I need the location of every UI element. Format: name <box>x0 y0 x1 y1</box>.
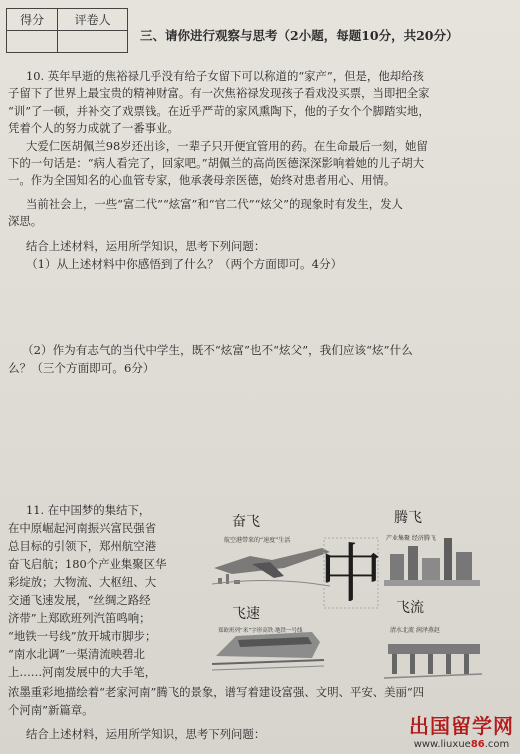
quad-tl-title: 奋飞 <box>232 514 260 530</box>
q11-wide-line-2: 个河南”新篇章。 <box>8 703 94 717</box>
train-illustration <box>212 632 324 670</box>
q10-line-5: 大爱仁医胡佩兰98岁还出诊，一辈子只开便宜管用的药。在生命最后一刻，她留 <box>26 139 428 153</box>
quad-tr-caption: 产业集聚 经济腾飞 <box>386 535 436 542</box>
grader-header: 评卷人 <box>58 9 128 31</box>
q11-line-9: “南水北调”一渠清流映碧北 <box>8 647 145 661</box>
q11-line-3: 总目标的引领下，郑州航空港 <box>8 539 157 553</box>
q11-line-2: 在中原崛起河南振兴富民强省 <box>8 521 157 535</box>
q10-line-3: “训”了一顿，并补交了戏票钱。在近乎严苛的家风熏陶下，他的子女个个脚踏实地， <box>8 104 430 118</box>
quad-bl-title: 飞速 <box>232 606 260 622</box>
q11-line-7: 济带”上郑欧班列汽笛鸣响； <box>8 611 151 625</box>
q10-line-6: 下的一句话是：“病人看完了，回家吧。”胡佩兰的高尚医德深深影响着她的儿子胡大 <box>8 156 425 170</box>
quad-tr-title: 腾飞 <box>394 510 422 526</box>
quad-br-title: 飞流 <box>396 600 424 616</box>
q11-prompt: 结合上述材料，运用所学知识，思考下列问题： <box>26 727 266 741</box>
quad-br-caption: 清水北流 润泽燕赵 <box>390 627 440 634</box>
calligraphy-zhong: 中 <box>319 538 383 612</box>
q10-line-1: 10. 英年早逝的焦裕禄几乎没有给子女留下可以称道的“家产”，但是，他却给孩 <box>26 69 424 83</box>
q10-line-9: 深思。 <box>8 214 43 228</box>
score-header: 得分 <box>7 9 58 31</box>
site-url: www.liuxue86.com <box>413 739 510 750</box>
q11-line-4: 奋飞启航；180个产业集聚区华 <box>8 557 167 571</box>
score-table <box>6 8 128 53</box>
industry-illustration <box>384 538 480 586</box>
quad-tl-caption: 航空港带来的“速度”生活 <box>224 537 291 544</box>
section-title: 三、请你进行观察与思考（2小题，每题10分，共20分） <box>140 28 459 43</box>
q11-line-5: 彩绽放；大物流、大枢纽、大 <box>8 575 157 589</box>
four-henan-illustration <box>212 508 482 686</box>
q10-line-7: 一。作为全国知名的心血管专家，他承袭母亲医德，始终对患者用心、用情。 <box>8 173 396 187</box>
quad-bl-caption: 郑欧班列“米”字形高铁·地铁一号线 <box>218 628 303 634</box>
q10-sub1: （1）从上述材料中你感悟到了什么？（两个方面即可。4分） <box>26 257 343 271</box>
q10-prompt: 结合上述材料，运用所学知识，思考下列问题： <box>26 239 266 253</box>
q11-line-8: “地铁一号线”放开城市脚步； <box>8 629 157 643</box>
q11-line-10: 上……河南发展中的大手笔， <box>8 665 157 679</box>
q11-line-1: 11. 在中国梦的集结下， <box>26 503 151 517</box>
aqueduct-illustration <box>384 644 482 678</box>
q11-line-6: 交通飞速发展，“丝绸之路经 <box>8 593 151 607</box>
site-watermark <box>409 710 514 750</box>
q11-wide-line-1: 浓墨重彩地描绘着“老家河南”腾飞的景象，谱写着建设富强、文明、平安、美丽“四 <box>8 685 425 699</box>
q10-line-4: 凭着个人的努力成就了一番事业。 <box>8 121 179 135</box>
site-name: 出国留学网 <box>409 714 514 738</box>
score-cell[interactable] <box>7 31 58 53</box>
q10-line-8: 当前社会上，一些“富二代”“炫富”和“官二代”“炫父”的现象时有发生，发人 <box>26 197 403 211</box>
q10-sub2-line-1: （2）作为有志气的当代中学生，既不“炫富”也不“炫父”，我们应该“炫”什么 <box>22 343 413 357</box>
airport-illustration <box>212 548 330 586</box>
q10-line-2: 子留下了世界上最宝贵的精神财富。有一次焦裕禄发现孩子看戏没买票，当即把全家 <box>8 86 430 100</box>
q10-sub2-line-2: 么？（三个方面即可。6分） <box>8 361 155 375</box>
grader-cell[interactable] <box>58 31 128 53</box>
